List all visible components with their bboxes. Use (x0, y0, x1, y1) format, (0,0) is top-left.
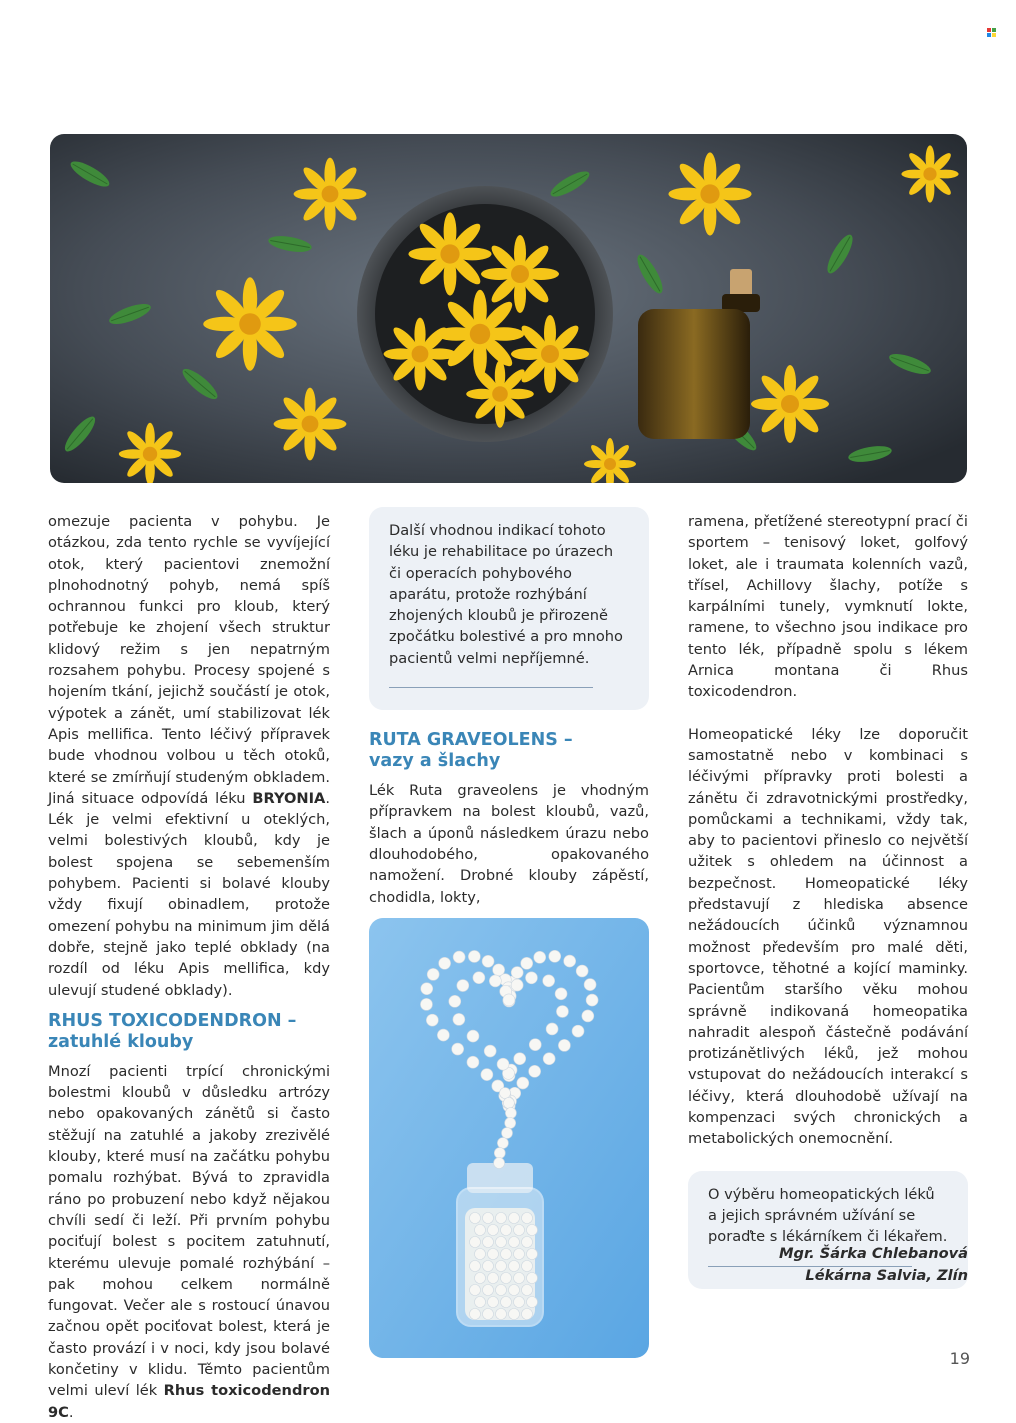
callout-rehabilitation: Další vhodnou indikací tohoto léku je rehabilitace po úrazech či operacích pohybového aparátu, protože rozhýbání zhojených kloubů je přirozeně zpočátku bolestivé a pro mnoho pacientů velmi nepříjemné. (369, 507, 649, 710)
paragraph-ruta: Lék Ruta graveolens je vhodným přípravkem na bolest kloubů, vazů, šlach a úponů následkem úrazu nebo dlouhodobého, opakovaného namožení. Drobné klouby zápěstí, chodidla, lokty, (369, 782, 649, 906)
heading-rhus-toxicodendron: RHUS TOXICODENDRON – zatuhlé klouby (48, 1010, 297, 1052)
author-name: Mgr. Šárka Chlebanová (779, 1245, 968, 1262)
heading-ruta-graveolens: RUTA GRAVEOLENS – vazy a šlachy (369, 730, 573, 772)
photo-homeopathic-globules (369, 918, 649, 1358)
paragraph-bryonia: omezuje pacienta v pohybu. Je otázkou, zda tento rychle se vyvíjející otok, který pacientovi znemožní plnohodnotný pohyb, nemá spíš ochrannou funkci pro kloub, který potřebuje ke zhojení všech struktur klidový režim s jen nepatrným rozsahem pohybu. Procesy spojené s hojením tkání, jejichž součástí je otok, výpotek a zánět, umí stabilizovat lék Apis mellifica. Tento léčivý přípravek bude vhodnou volbou u těch otoků, které se zmírňují studeným obkladem. Jiná situace odpovídá léku BRYONIA. Lék je velmi efektivní u oteklých, velmi bolestivých kloubů, kdy je bolest spojena se sebemenším pohybem. Pacienti si bolavé klouby vždy fixují obinadlem, protože omezení pohybu na minimum jim dělá dobře, stejně jako teplé obklady (na rozdíl od léku Apis mellifica, kdy ulevují studené obklady). (48, 513, 330, 999)
page-number: 19 (949, 1349, 970, 1368)
corner-color-mark (987, 28, 996, 37)
hero-photo-arnica (50, 134, 967, 483)
callout-rule (389, 687, 593, 688)
author-pharmacy: Lékárna Salvia, Zlín (805, 1267, 968, 1284)
column-middle (369, 507, 649, 1358)
paragraph-homeopathy: Homeopatické léky lze doporučit samostatně nebo v kombinaci s léčivými přípravky proti bolesti a zánětu či zdravotnickými prostředky, pomůckami a technikami, vždy tak, aby to pacientovi přineslo co největší užitek s ohledem na účinnost a bezpečnost. Homeopatické léky představují z hlediska absence nežádoucích účinků významnou možnost především pro malé děti, sportovce, těhotné a kojící maminky. Pacientům staršího věku mohou správně indikovaná homeopatika nahradit alespoň částečně podávání protizánětlivých léků, jež mohou vstupovat do nežádoucích interakcí s léčivy, která dlouhodobě užívají na kompenzaci svých chronických a metabolických onemocnění. (688, 725, 968, 1148)
paragraph-indications: ramena, přetížené stereotypní prací či sportem – tenisový loket, golfový loket, ale i traumata kolenních vazů, třísel, Achillovy šlachy, potíže s karpálními tunely, vymknutí lokte, ramene, to všechno jsou indikace pro tento lék, případně spolu s lékem Arnica montana či Rhus toxicodendron. (688, 513, 968, 701)
column-left (48, 511, 330, 1423)
column-right (688, 511, 968, 1289)
callout-advice: O výběru homeopatických léků a jejich správném užívání se poraďte s lékárníkem či lékařem. (688, 1171, 968, 1289)
paragraph-rhus: Mnozí pacienti trpící chronickými bolestmi kloubů v důsledku artrózy nebo opakovaných zánětů si často stěžují na zatuhlé a jakoby zrezivělé klouby, které musí na začátku pohybu pomalu rozhýbat. Bývá to zpravidla ráno po probuzení nebo když nějakou chvíli sedí či leží. Při prvním pohybu pociťují bolest s pocitem zatuhnutí, kterému ulevuje pomalé rozhýbání – pak mohou celkem normálně fungovat. Večer ale s rostoucí únavou začnou opět pociťovat bolest, která je často provází i v noci, kdy jsou bolavé končetiny v klidu. Těmto pacientům velmi uleví lék Rhus toxicodendron 9C. (48, 1062, 330, 1421)
author-signature (779, 1243, 968, 1287)
